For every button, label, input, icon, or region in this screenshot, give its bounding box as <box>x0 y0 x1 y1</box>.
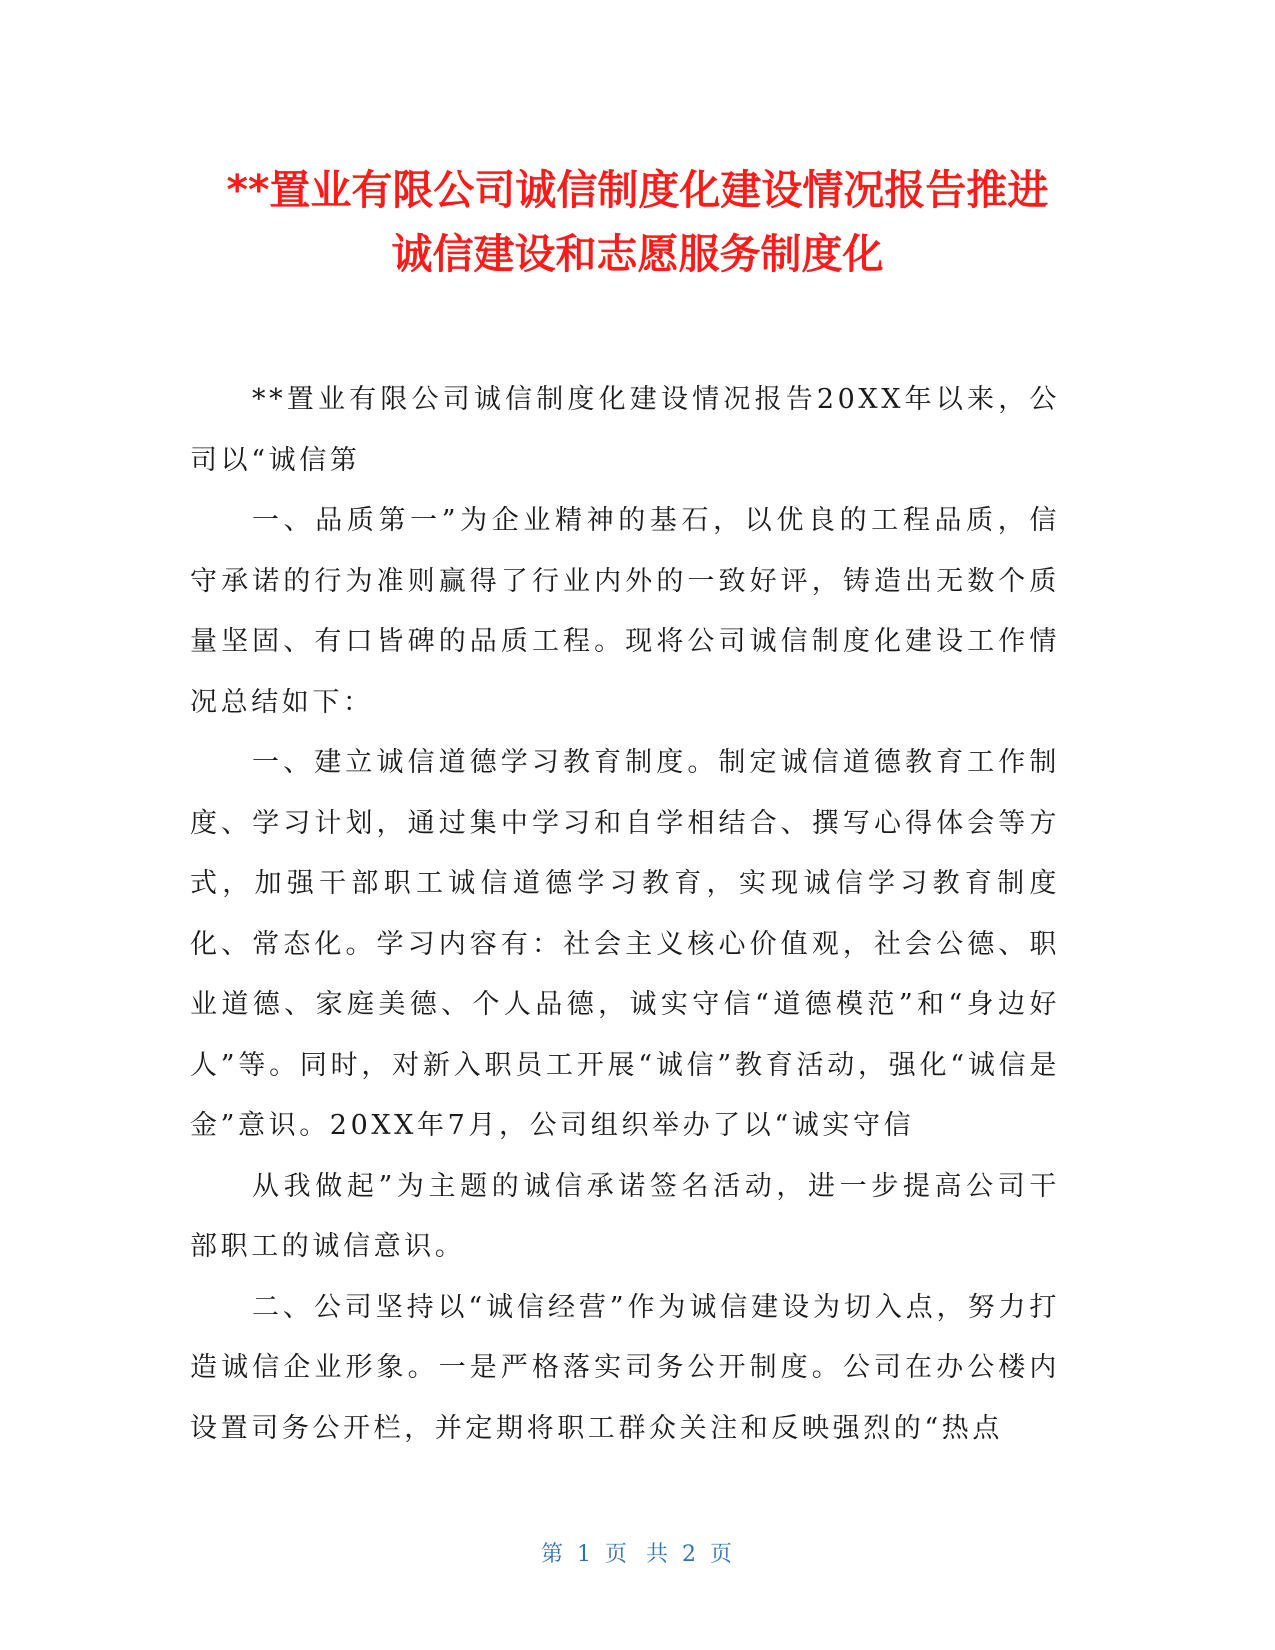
page-footer <box>0 1537 1275 1568</box>
paragraph-section-1-continued: 从我做起”为主题的诚信承诺签名活动，进一步提高公司干部职工的诚信意识。 <box>190 1170 1060 1262</box>
paragraph-section-2: 二、公司坚持以“诚信经营”作为诚信建设为切入点，努力打造诚信企业形象。一是严格落实司务公开制度。公司在办公楼内设置司务公开栏，并定期将职工群众关注和反映强烈的“热点 <box>190 1291 1060 1444</box>
title-line-1: **置业有限公司诚信制度化建设情况报告推进 <box>226 166 1049 214</box>
paragraph-section-1: 一、建立诚信道德学习教育制度。制定诚信道德教育工作制度、学习计划，通过集中学习和自学相结合、撰写心得体会等方式，加强干部职工诚信道德学习教育，实现诚信学习教育制度化、常态化。学习内容有：社会主义核心价值观，社会公德、职业道德、家庭美德、个人品德，诚实守信“道德模范”和“身边好人”等。同时，对新入职员工开展“诚信”教育活动，强化“诚信是金”意识。20XX年7月，公司组织举办了以“诚实守信 <box>190 747 1060 1141</box>
footer-current-page: 1 <box>577 1542 593 1567</box>
footer-suffix: 页 <box>710 1542 735 1567</box>
footer-total-pages: 2 <box>682 1542 698 1567</box>
document-body <box>190 370 1060 1459</box>
title-line-2: 诚信建设和志愿服务制度化 <box>391 230 884 278</box>
footer-prefix: 第 <box>540 1542 565 1567</box>
document-title <box>150 158 1125 286</box>
footer-middle: 页 共 <box>605 1542 670 1567</box>
paragraph-intro: **置业有限公司诚信制度化建设情况报告20XX年以来，公司以“诚信第 <box>190 384 1060 476</box>
paragraph-quality: 一、品质第一”为企业精神的基石，以优良的工程品质，信守承诺的行为准则赢得了行业内外的一致好评，铸造出无数个质量坚固、有口皆碑的品质工程。现将公司诚信制度化建设工作情况总结如下： <box>190 505 1060 718</box>
